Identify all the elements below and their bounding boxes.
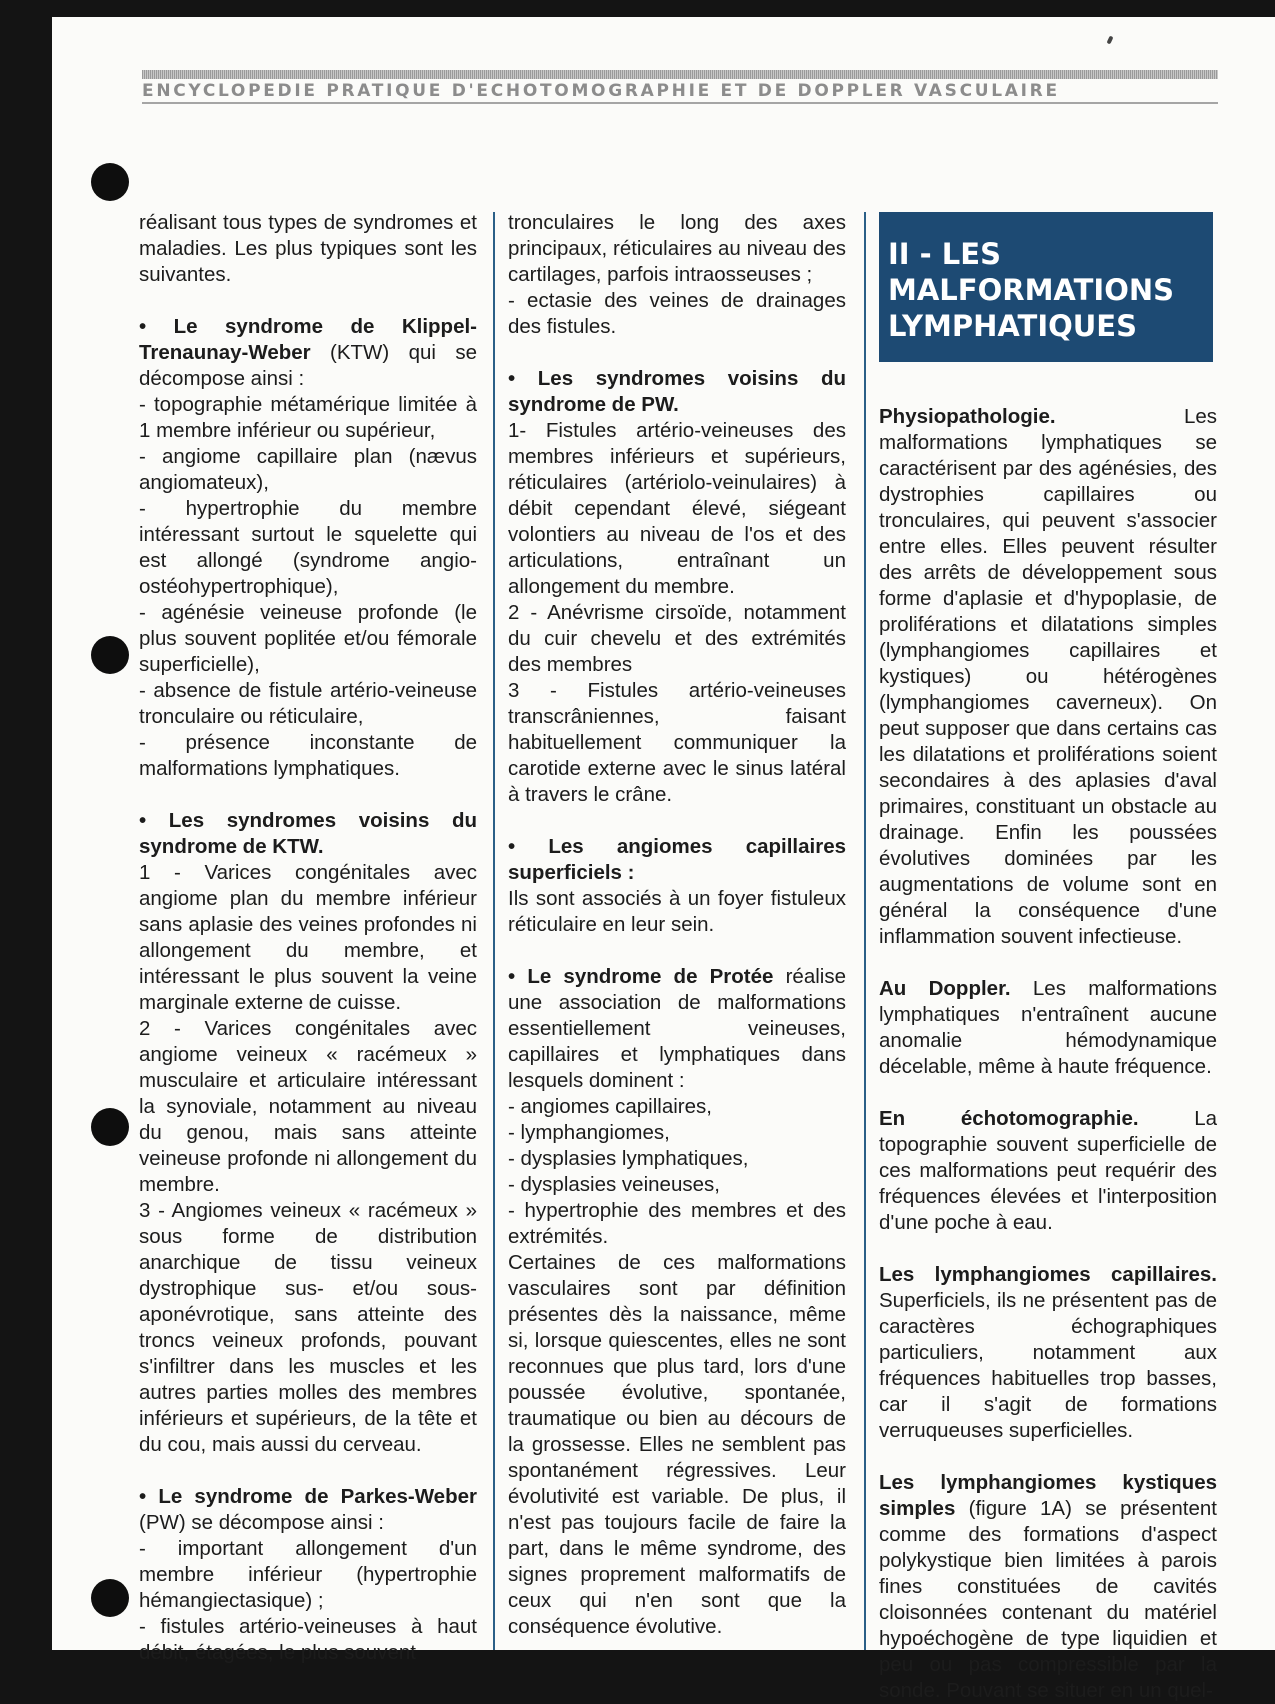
capillaires-paragraph: Les lymphangiomes capillaires. Superficiels, ils ne présentent pas de caractères échographiques particuliers, notamment aux fréquences habituelles trop basses, car il s'agit de formations verruqueuses superficielles. (879, 1263, 1217, 1442)
text-column-2 (508, 210, 846, 1650)
column-divider (493, 212, 495, 1650)
list-item: 3 - Fistules artério-veineuses transcrâniennes, faisant habituellement communiquer la carotide externe avec le sinus latéral à travers le crâne. (508, 679, 846, 806)
punch-hole (91, 1108, 129, 1146)
doppler-paragraph: Au Doppler. Les malformations lymphatiques n'entraînent aucune anomalie hémodynamique décelable, même à haute fréquence. (879, 977, 1217, 1078)
column-divider (864, 212, 866, 1650)
list-item: 1 - Varices congénitales avec angiome plan du membre inférieur sans aplasie des veines profondes ni allongement du membre, et intéressant le plus souvent la veine marginale externe de cuisse. (139, 861, 477, 1014)
section-title-box (879, 212, 1213, 362)
text-column-3 (879, 210, 1218, 1702)
list-item: - présence inconstante de malformations lymphatiques. (139, 731, 477, 780)
paragraph: tronculaires le long des axes principaux, réticulaires au niveau des cartilages, parfois intraosseuses ; (508, 211, 846, 286)
section-heading: • Les syndromes voisins du syndrome de PW. (508, 367, 846, 416)
list-item: 2 - Varices congénitales avec angiome veineux « racémeux » musculaire et articulaire intéressant la synoviale, notamment au niveau du genou, mais sans atteinte veineuse profonde ni allongement du membre. (139, 1017, 477, 1196)
list-item: - topographie métamérique limitée à 1 membre inférieur ou supérieur, (139, 393, 477, 442)
subsection-heading: En échotomographie. (879, 1107, 1139, 1130)
subsection-heading: Les lymphangiomes kystiques simples (879, 1471, 1217, 1520)
pw-paragraph: • Le syndrome de Parkes-Weber (PW) se décompose ainsi : (139, 1485, 477, 1534)
list-item: - hypertrophie des membres et des extrémités. (508, 1199, 846, 1248)
section-heading: • Les angiomes capillaires superficiels : (508, 835, 846, 884)
protee-paragraph: • Le syndrome de Protée réalise une association de malformations essentiellement veineuses, capillaires et lymphatiques dans lesquels dominent : (508, 965, 846, 1092)
list-item: - hypertrophie du membre intéressant surtout le squelette qui est allongé (syndrome angio-ostéohypertrophique), (139, 497, 477, 598)
paragraph: réalisant tous types de syndromes et maladies. Les plus typiques sont les suivantes. (139, 211, 477, 286)
list-item: - lymphangiomes, (508, 1121, 670, 1144)
paragraph: Ils sont associés à un foyer fistuleux réticulaire en leur sein. (508, 887, 846, 936)
subsection-heading: Les lymphangiomes capillaires. (879, 1263, 1217, 1286)
header-rule-top (142, 70, 1218, 79)
text-column-1 (139, 210, 477, 1664)
list-item: - ectasie des veines de drainages des fistules. (508, 289, 846, 338)
subsection-heading: Physiopathologie. (879, 405, 1056, 428)
echotomographie-paragraph: En échotomographie. La topographie souvent superficielle de ces malformations peut requérir des fréquences élevées et l'interposition d'une poche à eau. (879, 1107, 1218, 1234)
running-header: ENCYCLOPEDIE PRATIQUE D'ECHOTOMOGRAPHIE ET DE DOPPLER VASCULAIRE (142, 81, 1060, 101)
list-item: - important allongement d'un membre inférieur (hypertrophie hémangiectasique) ; (139, 1537, 477, 1612)
ktw-heading: • Le syndrome de Klippel-Trenaunay-Weber (139, 315, 477, 364)
header-rule-bottom (142, 102, 1218, 104)
section-title: II - LES MALFORMATIONS LYMPHATIQUES (888, 237, 1175, 343)
physiopathologie-paragraph: Physiopathologie. Les malformations lymphatiques se caractérisent par des agénésies, des dystrophies capillaires ou tronculaires, qui peuvent s'associer entre elles. Elles peuvent résulter des arrêts de développement sous forme d'aplasie et d'hypoplasie, de proliférations et dilatations simples (lymphangiomes capillaires et kystiques) ou hétérogènes (lymphangiomes caverneux). On peut supposer que dans certains cas les dilatations et proliférations soient secondaires à des aplasies d'aval primaires, constituant un obstacle au drainage. Enfin les poussées évolutives dominées par les augmentations de volume sont en général la conséquence d'une inflammation souvent infectieuse. (879, 405, 1217, 948)
list-item: 3 - Angiomes veineux « racémeux » sous forme de distribution anarchique de tissu veineux dystrophique sus- et/ou sous-aponévrotique, sans atteinte des troncs veineux profonds, pouvant s'infiltrer dans les muscles et les autres parties molles des membres inférieurs et supérieurs, de la tête et du cou, mais aussi du cerveau. (139, 1199, 477, 1456)
list-item: - dysplasies veineuses, (508, 1173, 720, 1196)
list-item: 1- Fistules artério-veineuses des membres inférieurs et supérieurs, réticulaires (artériolo-veinulaires) à débit cependant élevé, siégeant volontiers au niveau de l'os et des articulations, entraînant un allongement du membre. (508, 419, 846, 598)
punch-hole (91, 163, 129, 201)
list-item: - agénésie veineuse profonde (le plus souvent poplitée et/ou fémorale superficielle), (139, 601, 477, 676)
section-heading: • Les syndromes voisins du syndrome de KTW. (139, 809, 477, 858)
list-item: - fistules artério-veineuses à haut débit, étagées, le plus souvent (139, 1615, 477, 1664)
kystiques-paragraph: Les lymphangiomes kystiques simples (figure 1A) se présentent comme des formations d'aspect polykystique bien limitées à parois fines constituées de cavités cloisonnées contenant du matériel hypoéchogène de type liquidien et peu ou pas compressible par la sonde. Pouvant se situer en un quel- (879, 1471, 1217, 1702)
pw-heading: • Le syndrome de Parkes-Weber (139, 1485, 477, 1508)
protee-heading: • Le syndrome de Protée (508, 965, 774, 988)
list-item: - angiomes capillaires, (508, 1095, 712, 1118)
punch-hole (91, 636, 129, 674)
ktw-paragraph: • Le syndrome de Klippel-Trenaunay-Weber (KTW) qui se décompose ainsi : (139, 315, 477, 390)
list-item: - dysplasies lymphatiques, (508, 1147, 749, 1170)
punch-hole (91, 1579, 129, 1617)
list-item: - absence de fistule artério-veineuse tronculaire ou réticulaire, (139, 679, 477, 728)
subsection-heading: Au Doppler. (879, 977, 1011, 1000)
paragraph: Certaines de ces malformations vasculaires sont par définition présentes dès la naissance, même si, lorsque quiescentes, elles ne sont reconnues que plus tard, lors d'une poussée évolutive, spontanée, traumatique ou bien au décours de la grossesse. Elles ne semblent pas spontanément régressives. Leur évolutivité est variable. De plus, il n'est pas toujours facile de faire la part, dans le même syndrome, des signes proprement malformatifs de ceux qui n'en sont que la conséquence évolutive. (508, 1251, 846, 1638)
list-item: - angiome capillaire plan (nævus angiomateux), (139, 445, 477, 494)
list-item: 2 - Anévrisme cirsoïde, notamment du cuir chevelu et des extrémités des membres (508, 601, 846, 676)
